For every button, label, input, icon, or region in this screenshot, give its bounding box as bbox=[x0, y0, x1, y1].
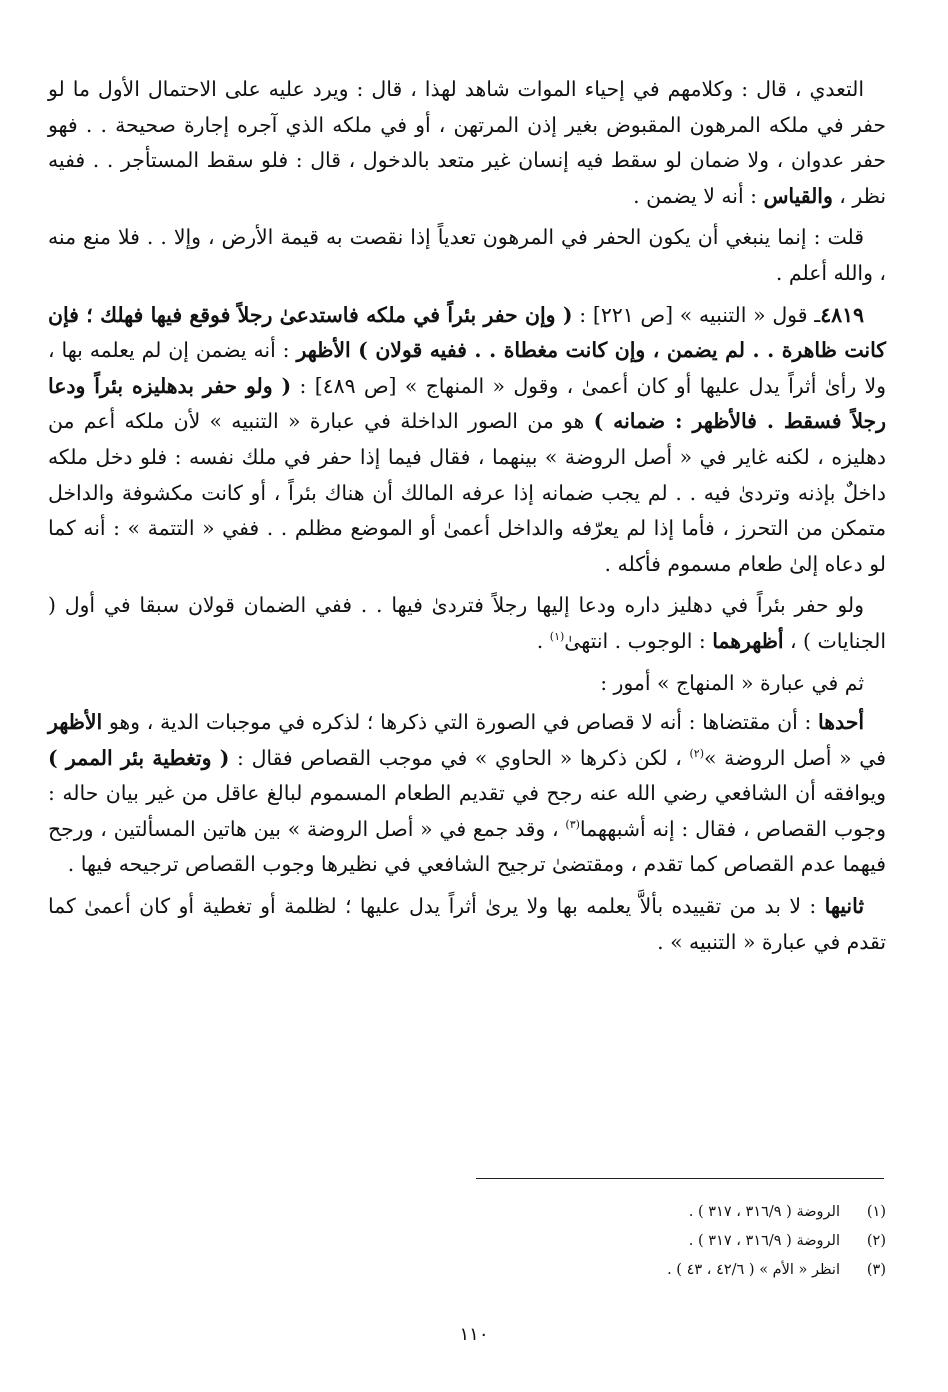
footnote-separator bbox=[476, 1178, 884, 1179]
footnote-marker: (٣) bbox=[565, 818, 580, 832]
text-run: ، لكن ذكرها « الحاوي » في موجب القصاص فقال : bbox=[229, 745, 690, 770]
footnote-marker: (١) bbox=[549, 630, 565, 644]
footnote bbox=[466, 1198, 886, 1227]
page-number: ١١٠ bbox=[459, 1324, 489, 1345]
text-run: : لا بد من تقييده بألاَّ يعلمه بها ولا يرىٰ أثراً يدل عليها ؛ لظلمة أو تغطية أو كان أعمىٰ كما تقدم في عبارة « التنبيه » . bbox=[48, 894, 886, 954]
footnote-number: (١) bbox=[866, 1204, 886, 1220]
main-text bbox=[48, 72, 886, 966]
footnote bbox=[466, 1256, 886, 1285]
footnote-number: (٢) bbox=[866, 1233, 886, 1249]
text-run: . bbox=[536, 628, 550, 653]
footnote-text: انظر « الأم » ( ٤٢/٦ ، ٤٣ ) . bbox=[667, 1262, 840, 1278]
paragraph bbox=[48, 705, 886, 883]
text-run: ثم في عبارة « المنهاج » أمور : bbox=[600, 670, 864, 695]
text-run: ، وقد جمع في « أصل الروضة » بين هاتين المسألتين ، ورجح فيهما عدم القصاص كما تقدم ، ومقتضىٰ ترجيح الشافعي في نظيرها وجوب القصاص ترجيحه فيها . bbox=[48, 816, 886, 877]
paragraph bbox=[48, 889, 886, 960]
paragraph bbox=[48, 220, 886, 291]
footnote-text: الروضة ( ٣١٦/٩ ، ٣١٧ ) . bbox=[688, 1204, 840, 1220]
text-run: التعدي ، قال : وكلامهم في إحياء الموات شاهد لهذا ، قال : ويرد عليه على الاحتمال الأول ما لو حفر في ملكه المرهون المقبوض بغير إذن المرتهن ، أو في ملكه الذي آجره إجارة صحيحة . . فهو حفر عدوان ، ولا ضمان لو سقط فيه إنسان غير متعد بالدخول ، قال : فلو سقط المستأجر . . ففيه نظر ، bbox=[48, 77, 886, 208]
text-run: قلت : إنما ينبغي أن يكون الحفر في المرهون تعدياً إذا نقصت به قيمة الأرض ، وإلا . . فلا منع منه ، والله أعلم . bbox=[48, 225, 886, 285]
paragraph bbox=[48, 298, 886, 583]
bold-run: ( وتغطية بئر الممر ) bbox=[48, 745, 230, 770]
text-run: : الوجوب . انتهىٰ bbox=[564, 628, 713, 653]
paragraph bbox=[48, 588, 886, 659]
bold-run: أحدها bbox=[818, 710, 864, 735]
text-run: : أنه يضمن إن لم يعلمه بها ، ولا رأىٰ أثراً يدل عليها أو كان أعمىٰ ، وقول « المنهاج » [ص ٤٨٩] : bbox=[48, 338, 886, 398]
footnote-marker: (٢) bbox=[689, 746, 704, 760]
text-run: : أنه لا يضمن . bbox=[633, 183, 764, 208]
text-run: : أن مقتضاها : أنه لا قصاص في الصورة التي ذكرها ؛ لذكره في موجبات الدية ، وهو bbox=[102, 710, 819, 735]
text-run: ويوافقه أن الشافعي رضي الله عنه رجح في تقديم الطعام المسموم لبالغ عاقل من غير بيان حاله : وجوب القصاص ، فقال : إنه أشبههما bbox=[48, 781, 887, 841]
bold-run: ( وإن حفر بئراً في ملكه فاستدعىٰ رجلاً فوقع فيها فهلك ؛ فإن كانت ظاهرة . . لم يضمن ، وإن كانت مغطاة . . ففيه قولان ) الأظهر bbox=[48, 302, 886, 363]
text-run: في « أصل الروضة » bbox=[704, 745, 886, 770]
text-run: هو من الصور الداخلة في عبارة « التنبيه » لأن ملكه أعم من دهليزه ، لكنه غاير في « أصل الروضة » بينهما ، فقال فيما إذا حفر في ملك نفسه : فلو دخل ملكه داخلٌ بإذنه وتردىٰ فيه . . لم يجب ضمانه إذا عرفه المالك أن هناك بئراً ، أو كانت مكشوفة والداخل متمكن من التحرز ، فأما إذا لم يعرّفه والداخل أعمىٰ أو الموضع مظلم . . ففي « التتمة » : أنه كما لو دعاه إلىٰ طعام مسموم فأكله . bbox=[48, 409, 886, 576]
bold-run: أظهرهما bbox=[712, 628, 784, 653]
footnotes bbox=[466, 1198, 886, 1285]
footnote bbox=[466, 1227, 886, 1256]
bold-run: ( ولو حفر بدهليزه بئراً ودعا رجلاً فسقط . فالأظهر : ضمانه ) bbox=[48, 373, 887, 434]
bold-run: والقياس bbox=[763, 183, 833, 208]
text-run: ـ قول « التنبيه » [ص ٢٢١] : bbox=[572, 302, 821, 327]
bold-run: الأظهر bbox=[48, 710, 103, 735]
paragraph bbox=[48, 666, 886, 702]
footnote-text: الروضة ( ٣١٦/٩ ، ٣١٧ ) . bbox=[688, 1233, 840, 1249]
bold-run: ثانيها bbox=[824, 894, 864, 919]
bold-run: ٤٨١٩ bbox=[820, 302, 864, 327]
paragraph bbox=[48, 72, 886, 214]
text-run: ولو حفر بئراً في دهليز داره ودعا إليها رجلاً فتردىٰ فيها . . ففي الضمان قولان سبقا في أول ( الجنايات ) ، bbox=[48, 593, 886, 653]
footnote-number: (٣) bbox=[866, 1262, 886, 1278]
